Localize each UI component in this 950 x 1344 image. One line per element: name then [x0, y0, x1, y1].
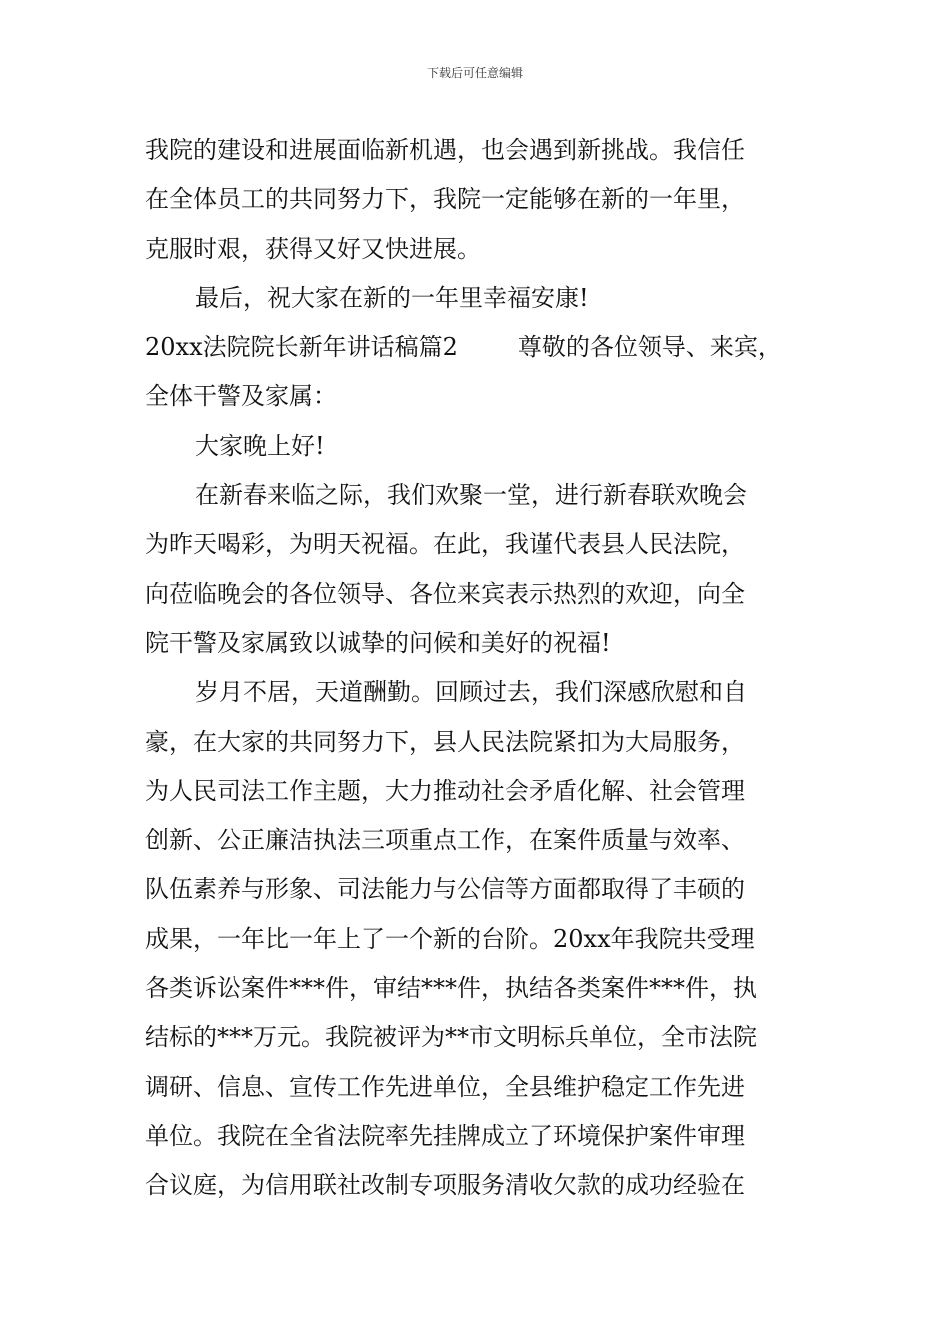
text-line: 调研、信息、宣传工作先进单位，全县维护稳定工作先进: [145, 1072, 745, 1101]
salutation-start: 尊敬的各位领导、来宾，: [517, 333, 782, 362]
text-line: 成果，一年比一年上了一个新的台阶。20xx年我院共受理: [145, 924, 755, 953]
text-line: 单位。我院在全省法院率先挂牌成立了环境保护案件审理: [145, 1121, 745, 1150]
text-line: 结标的***万元。我院被评为**市文明标兵单位，全市法院: [145, 1023, 757, 1052]
text-line: 队伍素养与形象、司法能力与公信等方面都取得了丰硕的: [145, 875, 745, 904]
text-line: 向莅临晚会的各位领导、各位来宾表示热烈的欢迎，向全: [145, 579, 745, 608]
text-line: 各类诉讼案件***件，审结***件，执结各类案件***件，执: [145, 974, 757, 1003]
text-line: 院干警及家属致以诚挚的问候和美好的祝福!: [145, 628, 611, 657]
text-line: 我院的建设和进展面临新机遇，也会遇到新挑战。我信任: [145, 136, 745, 164]
text-line: 大家晚上好!: [195, 431, 325, 460]
text-line: 在全体员工的共同努力下，我院一定能够在新的一年里，: [145, 185, 745, 214]
text-line: 全体干警及家属：: [145, 382, 337, 411]
text-line: 最后，祝大家在新的一年里幸福安康!: [195, 283, 589, 312]
section-title: 20xx法院院长新年讲话稿篇2: [145, 333, 458, 362]
text-line: 克服时艰，获得又好又快进展。: [145, 234, 481, 263]
section-title-line: [145, 323, 807, 372]
text-line: 合议庭，为信用联社改制专项服务清收欠款的成功经验在: [145, 1171, 745, 1200]
page-header: 下载后可任意编辑: [426, 66, 523, 80]
document-body: [145, 126, 807, 1211]
text-line: 为人民司法工作主题，大力推动社会矛盾化解、社会管理: [145, 776, 745, 805]
text-line: 为昨天喝彩，为明天祝福。在此，我谨代表县人民法院，: [145, 530, 745, 559]
text-line: 豪，在大家的共同努力下，县人民法院紧扣为大局服务，: [145, 727, 745, 756]
text-line: 创新、公正廉洁执法三项重点工作，在案件质量与效率、: [145, 826, 745, 855]
text-line: 岁月不居，天道酬勤。回顾过去，我们深感欣慰和自: [195, 678, 747, 707]
text-line: 在新春来临之际，我们欢聚一堂，进行新春联欢晚会: [195, 481, 747, 510]
